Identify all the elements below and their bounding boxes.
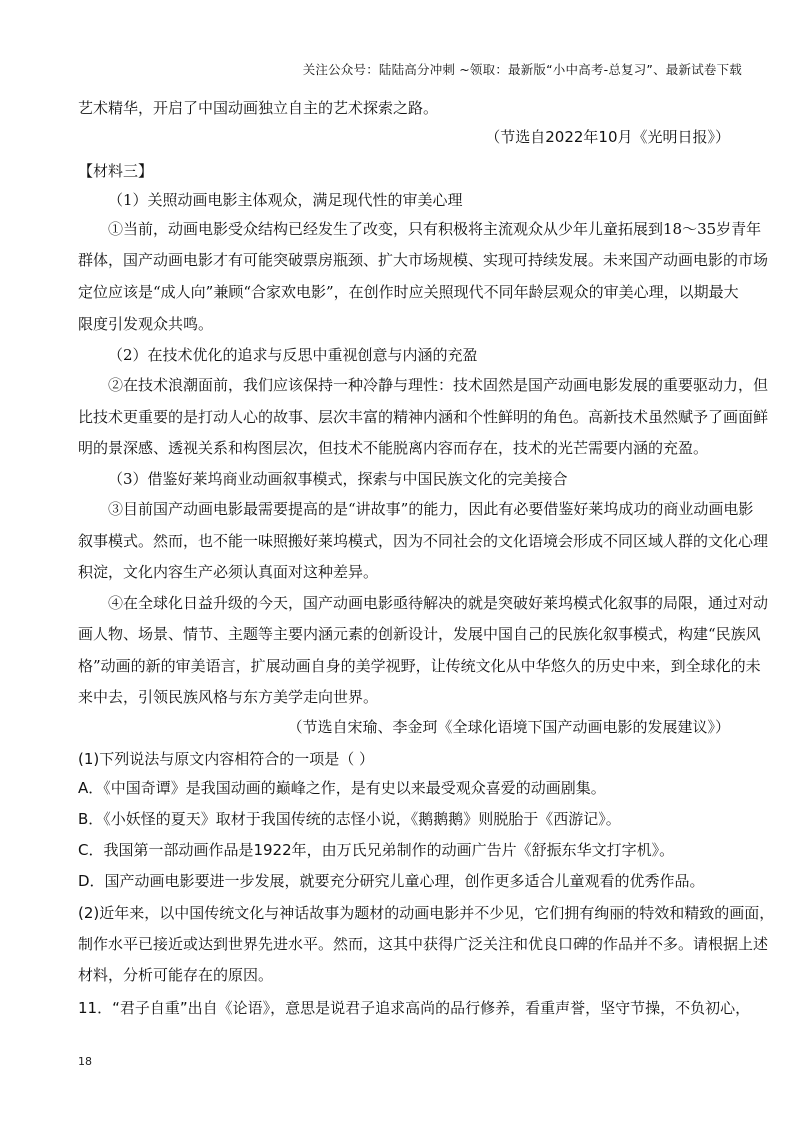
passage-line: 积淀，文化内容生产必须认真面对这种差异。 [78,563,379,581]
passage-line: 画人物、场景、情节、主题等主要内涵元素的创新设计，发展中国自己的民族化叙事模式，构建“民族风 [78,625,761,643]
answer-option-d: D．国产动画电影要进一步发展，就要充分研究儿童心理，创作更多适合儿童观看的优秀作品。 [78,872,705,890]
page-number: 18 [78,1055,92,1068]
question-stem: (1)下列说法与原文内容相符合的一项是（ ） [78,750,375,768]
source-citation: （节选自宋瑜、李金珂《全球化语境下国产动画电影的发展建议》） [287,718,730,736]
answer-option-b: B．《小妖怪的夏天》取材于我国传统的志怪小说，《鹅鹅鹅》则脱胎于《西游记》。 [78,810,621,828]
answer-option-c: C．我国第一部动画作品是1922年，由万氏兄弟制作的动画广告片《舒振东华文打字机》。 [78,841,675,859]
passage-line: 艺术精华，开启了中国动画独立自主的艺术探索之路。 [78,99,439,117]
passage-line: ④在全球化日益升级的今天，国产动画电影亟待解决的就是突破好莱坞模式化叙事的局限，通过对动 [108,594,769,612]
passage-line: 比技术更重要的是打动人心的故事、层次丰富的精神内涵和个性鲜明的角色。高新技术虽然赋予了画面鲜 [78,408,769,426]
passage-line: ②在技术浪潮面前，我们应该保持一种冷静与理性：技术固然是国产动画电影发展的重要驱动力，但 [108,376,769,394]
question-stem: (2)近年来，以中国传统文化与神话故事为题材的动画电影并不少见，它们拥有绚丽的特效和精致的画面， [78,904,775,922]
passage-line: 来中去，引领民族风格与东方美学走向世界。 [78,688,379,706]
answer-option-a: A．《中国奇谭》是我国动画的巅峰之作，是有史以来最受观众喜爱的动画剧集。 [78,779,606,797]
passage-line: 格”动画的新的审美语言，扩展动画自身的美学视野，让传统文化从中华悠久的历史中来，到全球化的未 [78,657,761,675]
passage-line: ①当前，动画电影受众结构已经发生了改变，只有积极将主流观众从少年儿童拓展到18～35岁青年 [108,220,762,238]
question-stem: 制作水平已接近或达到世界先进水平。然而，这其中获得广泛关注和优良口碑的作品并不多。请根据上述 [78,935,769,953]
passage-line: ③目前国产动画电影最需要提高的是“讲故事”的能力，因此有必要借鉴好莱坞成功的商业动画电影 [108,500,754,518]
subheading: （3）借鉴好莱坞商业动画叙事模式，探索与中国民族文化的完美接合 [108,470,568,488]
passage-line: 明的景深感、透视关系和构图层次，但技术不能脱离内容而存在，技术的光芒需要内涵的充盈。 [78,439,709,457]
passage-line: 定位应该是“成人向”兼顾“合家欢电影”，在创作时应关照现代不同年龄层观众的审美心理，以期最大 [78,283,739,301]
page-header: 关注公众号：陆陆高分冲刺 ~领取：最新版“小中高考-总复习”、最新试卷下载 [302,62,742,77]
passage-line: 叙事模式。然而，也不能一味照搬好莱坞模式，因为不同社会的文化语境会形成不同区域人群的文化心理 [78,532,769,550]
question-stem: 11．“君子自重”出自《论语》，意思是说君子追求高尚的品行修养，看重声誉，坚守节操，不负初心， [78,999,751,1017]
source-citation: （节选自2022年10月《光明日报》） [485,128,730,146]
passage-line: 限度引发观众共鸣。 [78,315,214,333]
subheading: （2）在技术优化的追求与反思中重视创意与内涵的充盈 [108,346,478,364]
subheading: （1）关照动画电影主体观众，满足现代性的审美心理 [108,191,463,209]
question-stem: 材料，分析可能存在的原因。 [78,966,274,984]
passage-line: 群体，国产动画电影才有可能突破票房瓶颈、扩大市场规模、实现可持续发展。未来国产动画电影的市场 [78,251,769,269]
section-heading: 【材料三】 [78,162,154,180]
